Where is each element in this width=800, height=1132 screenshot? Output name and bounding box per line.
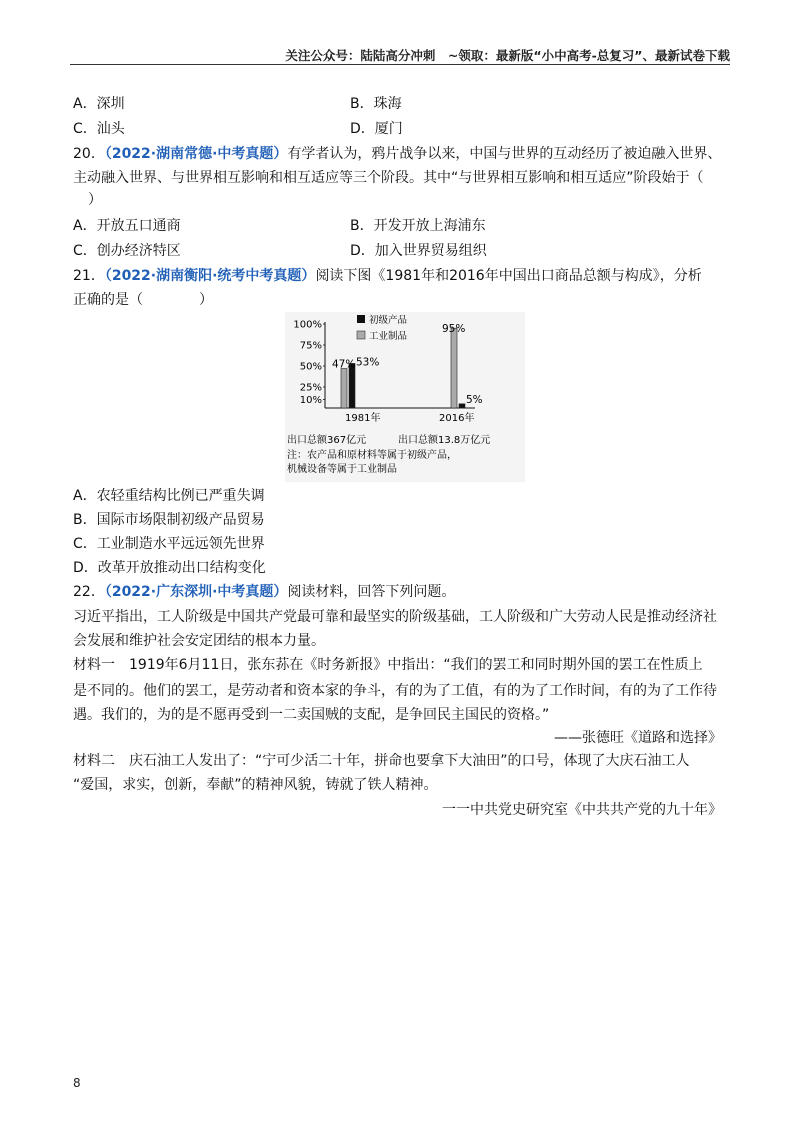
q19-option-row-2	[73, 119, 403, 139]
y-tick-label: 100%	[293, 319, 322, 331]
q21-option-b: B．国际市场限制初级产品贸易	[73, 512, 265, 528]
q22-stem: 阅读材料，回答下列问题。	[287, 584, 456, 600]
q22-material2-2: “爱国，求实，创新，奉献”的精神风貌，铸就了铁人精神。	[73, 777, 438, 793]
page-header: 关注公众号：陆陆高分冲刺 ~领取：最新版“小中高考-总复习”、最新试卷下载	[285, 48, 730, 63]
legend-label-industrial: 工业制品	[369, 331, 408, 342]
q22-intro-1: 习近平指出，工人阶级是中国共产党最可靠和最坚实的阶级基础，工人阶级和广大劳动人民是推动经济社	[73, 609, 717, 625]
legend-swatch-industrial	[357, 331, 365, 339]
q21-source: （2022·湖南衡阳·统考中考真题）	[104, 268, 316, 284]
q21-stem-2: 正确的是（ ）	[73, 292, 213, 308]
q20-option-c: C．创办经济特区	[73, 243, 181, 259]
data-label-primary-1: 5%	[466, 393, 483, 406]
bar-industrial-1	[451, 328, 457, 408]
q20-option-row-2	[73, 241, 487, 261]
y-tick-label: 10%	[299, 395, 322, 407]
q22-intro-2: 会发展和维护社会安定团结的根本力量。	[73, 633, 325, 649]
q20-number: 20．	[73, 146, 105, 162]
header-divider	[70, 64, 730, 65]
y-tick-label: 25%	[299, 382, 322, 394]
q22-material2-source: 一一中共党史研究室《中共共产党的九十年》	[442, 802, 722, 818]
q19-option-row-1	[73, 94, 402, 114]
y-tick-label: 50%	[299, 361, 322, 373]
q21-number: 21．	[73, 268, 105, 284]
q21-option-c: C．工业制造水平远远领先世界	[73, 536, 265, 552]
export-chart	[285, 312, 525, 482]
q22-material2-1: 材料二 庆石油工人发出了：“宁可少活二十年，拼命也要拿下大油田”的口号，体现了大庆石油工人	[73, 753, 690, 769]
q20-stem-line-1	[73, 144, 721, 164]
total-1981: 出口总额367亿元	[287, 435, 367, 446]
q20-stem-2: 主动融入世界、与世界相互影响和相互适应等三个阶段。其中“与世界相互影响和相互适应”阶段始于（	[73, 170, 704, 186]
bar-primary-1	[459, 404, 465, 408]
x-category-1981: 1981年	[345, 413, 381, 424]
data-label-industrial-0: 47%	[332, 358, 356, 371]
q20-stem-3: ）	[88, 192, 102, 208]
q20-option-a: A．开放五口通商	[73, 218, 181, 234]
q22-material1-source: ——张德旺《道路和选择》	[554, 730, 722, 746]
q22-material1-2: 是不同的。他们的罢工，是劳动者和资本家的争斗，有的为了工值，有的为了工作时间，有的为了工作待	[73, 683, 717, 699]
y-tick-label: 75%	[299, 340, 322, 352]
q21-stem-line-1	[73, 266, 702, 286]
legend-label-primary: 初级产品	[369, 315, 408, 326]
q21-stem-1: 阅读下图《1981年和2016年中国出口商品总额与构成》，分析	[315, 268, 702, 284]
q19-option-c: C．汕头	[73, 121, 125, 137]
legend-swatch-primary	[357, 315, 365, 323]
page-number: 8	[73, 1076, 81, 1090]
q20-stem-1: 有学者认为，鸦片战争以来，中国与世界的互动经历了被迫融入世界、	[287, 146, 722, 162]
q20-source: （2022·湖南常德·中考真题）	[104, 146, 288, 162]
q21-option-a: A．农轻重结构比例已严重失调	[73, 488, 265, 504]
q20-option-b: B．开发开放上海浦东	[350, 218, 486, 234]
chart-note-1: 注：农产品和原材料等属于初级产品，	[287, 450, 457, 461]
q21-option-d: D．改革开放推动出口结构变化	[73, 560, 266, 576]
q22-number: 22．	[73, 584, 105, 600]
chart-note-2: 机械设备等属于工业制品	[287, 464, 397, 475]
bar-industrial-0	[341, 369, 347, 408]
q19-option-a: A．深圳	[73, 96, 125, 112]
data-label-industrial-1: 95%	[442, 323, 466, 336]
q22-material1-3: 遇。我们的，为的是不愿再受到一二卖国贼的支配，是争回民主国民的资格。”	[73, 707, 550, 723]
q20-option-d: D．加入世界贸易组织	[350, 243, 487, 259]
q22-source: （2022·广东深圳·中考真题）	[104, 584, 288, 600]
q22-stem-line	[73, 582, 455, 602]
x-category-2016: 2016年	[439, 413, 475, 424]
total-2016: 出口总额13.8万亿元	[398, 435, 491, 446]
q19-option-d: D．厦门	[350, 121, 403, 137]
q20-option-row-1	[73, 216, 486, 236]
data-label-primary-0: 53%	[356, 356, 380, 369]
q19-option-b: B．珠海	[350, 96, 402, 112]
q22-material1-1: 材料一 1919年6月11日，张东荪在《时务新报》中指出：“我们的罢工和同时期外国的罢工在性质上	[73, 657, 703, 673]
